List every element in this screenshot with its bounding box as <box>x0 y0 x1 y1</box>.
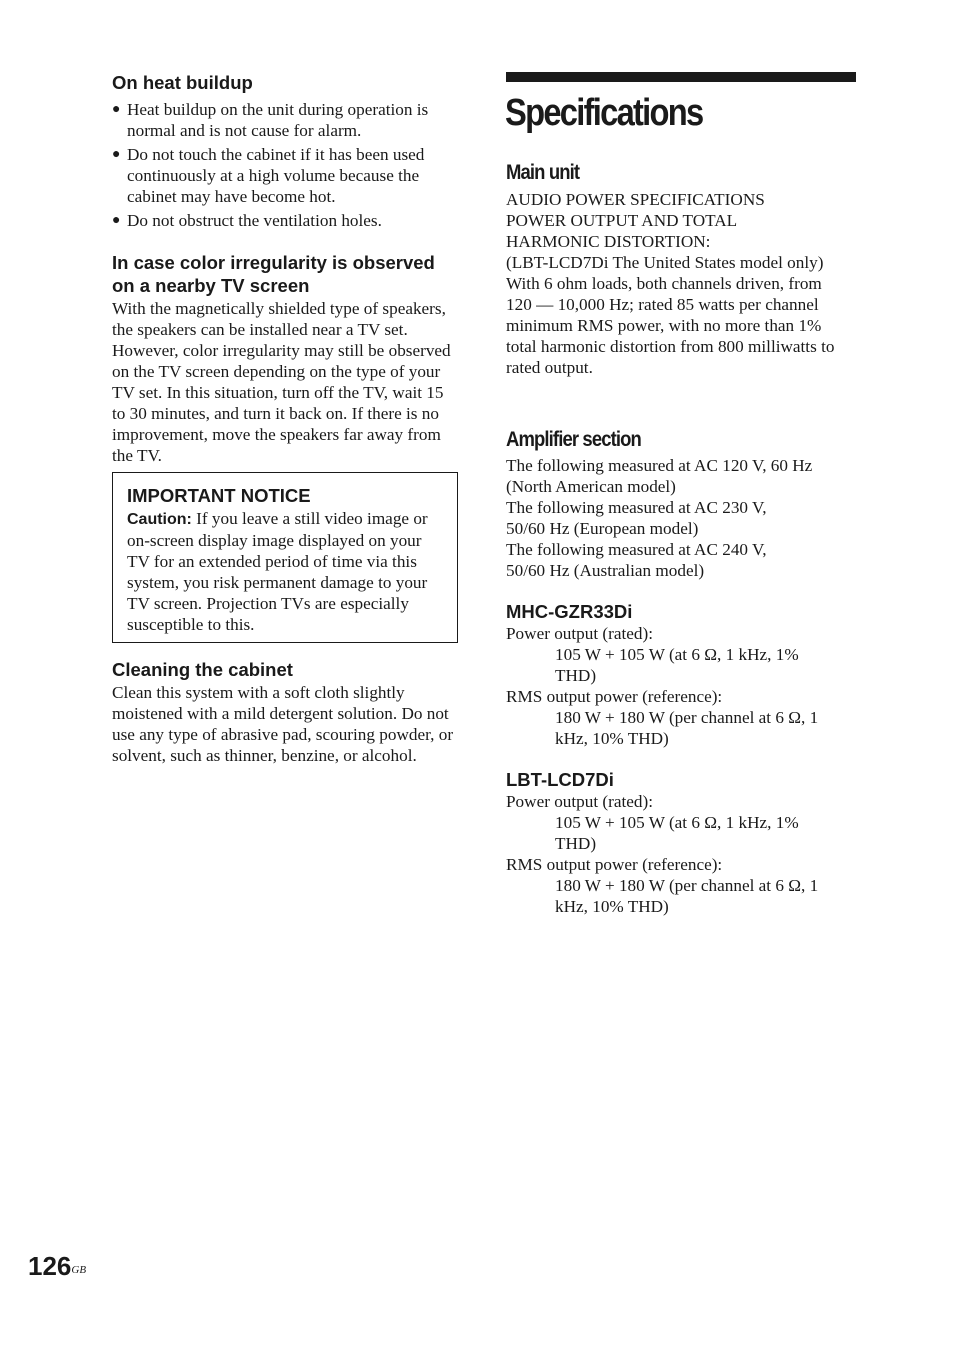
list-item: ● Do not obstruct the ventilation holes. <box>112 211 382 230</box>
important-notice-title: IMPORTANT NOTICE <box>127 485 311 506</box>
model-name: LBT-LCD7Di <box>506 769 614 790</box>
important-notice-box <box>112 472 458 643</box>
model-block <box>506 769 856 917</box>
specifications-title: Specifications <box>505 92 703 134</box>
heat-buildup-list <box>112 99 458 231</box>
caution-label: Caution: <box>127 511 192 528</box>
list-item: ● Heat buildup on the unit during operation is normal and is not cause for alarm. <box>112 100 429 140</box>
spec-line: POWER OUTPUT AND TOTAL HARMONIC DISTORTION: <box>506 211 737 251</box>
rms-output-label: RMS output power (reference): <box>506 687 723 706</box>
bullet-icon: ● <box>112 147 121 162</box>
power-output-label: Power output (rated): <box>506 624 654 643</box>
heat-buildup-heading: On heat buildup <box>112 72 253 93</box>
main-unit-heading: Main unit <box>506 161 580 184</box>
power-output-value: 105 W + 105 W (at 6 Ω, 1 kHz, 1% THD) <box>555 813 799 853</box>
spec-line: The following measured at AC 230 V, 50/60 Hz (European model) <box>506 498 767 538</box>
power-output-value: 105 W + 105 W (at 6 Ω, 1 kHz, 1% THD) <box>555 645 799 685</box>
cleaning-text: Clean this system with a soft cloth slightly moistened with a mild detergent solution. Do not use any type of abrasive pad, scouring powder, or solvent, such as thinner, benzine, or alcohol. <box>112 683 454 765</box>
power-output-label: Power output (rated): <box>506 792 654 811</box>
model-name: MHC-GZR33Di <box>506 601 633 622</box>
page-region-suffix: GB <box>71 1264 87 1276</box>
color-irregularity-heading: In case color irregularity is observed on a nearby TV screen <box>112 252 435 296</box>
amplifier-section <box>506 455 856 581</box>
specifications-rule <box>506 72 856 82</box>
bullet-icon: ● <box>112 102 121 117</box>
main-unit-section <box>506 189 856 378</box>
cleaning-heading: Cleaning the cabinet <box>112 659 293 680</box>
list-item: ● Do not touch the cabinet if it has been used continuously at a high volume because the cabinet may have become hot. <box>112 145 425 206</box>
spec-line: AUDIO POWER SPECIFICATIONS <box>506 190 765 209</box>
rms-output-value: 180 W + 180 W (per channel at 6 Ω, 1 kHz, 10% THD) <box>555 876 819 916</box>
rms-output-value: 180 W + 180 W (per channel at 6 Ω, 1 kHz, 10% THD) <box>555 708 819 748</box>
important-notice-text: Caution: If you leave a still video image or on-screen display image displayed on your TV for an extended period of time via this system, you risk permanent damage to your TV screen. Projection TVs are especially susceptible to this. <box>127 509 428 634</box>
model-block <box>506 601 856 749</box>
spec-line: (LBT-LCD7Di The United States model only) <box>506 253 824 272</box>
spec-line: The following measured at AC 120 V, 60 Hz (North American model) <box>506 456 813 496</box>
spec-line: The following measured at AC 240 V, 50/60 Hz (Australian model) <box>506 540 767 580</box>
bullet-icon: ● <box>112 213 121 228</box>
page-number: $126^{GB}$ <box>28 1251 87 1281</box>
amplifier-heading: Amplifier section <box>506 428 641 451</box>
color-irregularity-text: With the magnetically shielded type of speakers, the speakers can be installed near a TV set. However, color irregularity may still be observed on the TV screen depending on the type of your TV set. In this situation, turn off the TV, wait 15 to 30 minutes, and turn it back on. If there is no improvement, move the speakers far away from the TV. <box>112 299 451 465</box>
spec-paragraph: With 6 ohm loads, both channels driven, from 120 — 10,000 Hz; rated 85 watts per channel minimum RMS power, with no more than 1% total harmonic distortion from 800 milliwatts to rated output. <box>506 274 835 377</box>
rms-output-label: RMS output power (reference): <box>506 855 723 874</box>
